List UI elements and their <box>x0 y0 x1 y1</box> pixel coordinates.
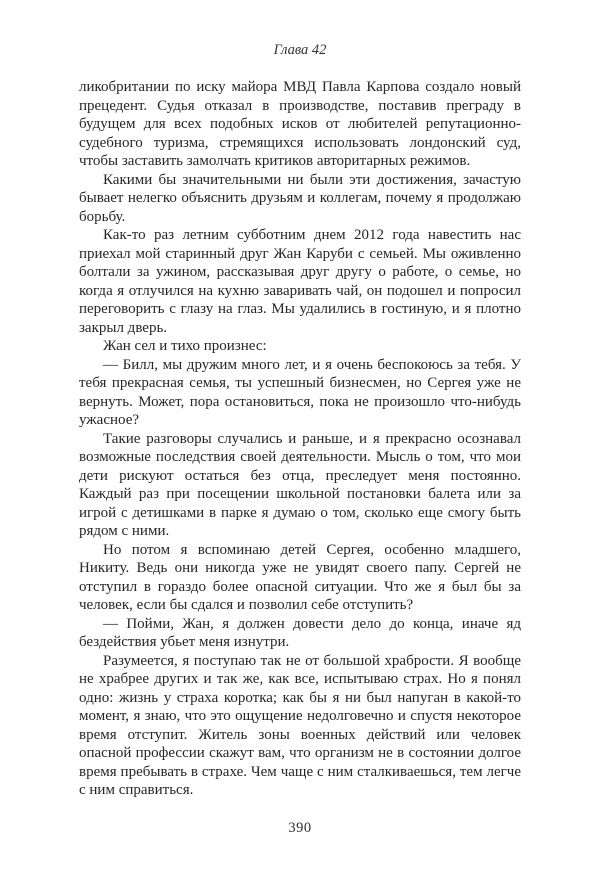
chapter-header: Глава 42 <box>273 42 327 58</box>
text-block <box>79 78 521 800</box>
paragraph: Но потом я вспоминаю детей Сергея, особенно младшего, Никиту. Ведь они никогда уже не увидят своего папу. Сергей не отступил в гораздо более опасной ситуации. Что же я был бы за человек, если бы сдался и позволил себе отступить? <box>79 541 521 613</box>
paragraph: Жан сел и тихо произнес: <box>103 338 267 354</box>
paragraph-continuation: ликобритании по иску майора МВД Павла Карпова создало новый прецедент. Судья отказал в производстве, поставив преграду в будущем для всех подобных исков от любителей репутационно-судебного туризма, стремящихся использовать лондонский суд, чтобы заставить замолчать критиков авторитарных режимов. <box>79 79 521 169</box>
page-number: 390 <box>288 819 312 836</box>
paragraph: Разумеется, я поступаю так не от большой храбрости. Я вообще не храбрее других и так же, как все, испытываю страх. Но я понял одно: жизнь у страха коротка; как бы я ни был напуган в какой-то момент, я знаю, что это ощущение недолговечно и спустя некоторое время отступит. Житель зоны военных действий или человек опасной профессии скажут вам, что организм не в состоянии долгое время пребывать в страхе. Чем чаще с ним сталкиваешься, тем легче с ним справиться. <box>79 652 521 798</box>
paragraph-dialogue: — Билл, мы дружим много лет, и я очень беспокоюсь за тебя. У тебя прекрасная семья, ты успешный бизнесмен, но Сергея уже не вернуть. Может, пора остановиться, пока не произошло что-нибудь ужасное? <box>79 356 521 428</box>
paragraph: Такие разговоры случались и раньше, и я прекрасно осознавал возможные последствия своей деятельности. Мысль о том, что мои дети рискуют остаться без отца, преследует меня постоянно. Каждый раз при посещении школьной постановки балета или за игрой с детишками в парке я думаю о том, сколько еще смогу быть рядом с ними. <box>79 430 521 539</box>
paragraph-dialogue: — Пойми, Жан, я должен довести дело до конца, иначе яд бездействия убьет меня изнутри. <box>79 615 521 650</box>
paragraph: Как-то раз летним субботним днем 2012 года навестить нас приехал мой старинный друг Жан Каруби с семьей. Мы оживленно болтали за ужином, рассказывая друг другу о работе, о семье, но когда я отлучился на кухню заваривать чай, он подошел и попросил переговорить с глазу на глаз. Мы удалились в гостиную, и я плотно закрыл дверь. <box>79 227 521 336</box>
paragraph: Какими бы значительными ни были эти достижения, зачастую бывает нелегко объяснить друзьям и коллегам, почему я продолжаю борьбу. <box>79 171 521 225</box>
